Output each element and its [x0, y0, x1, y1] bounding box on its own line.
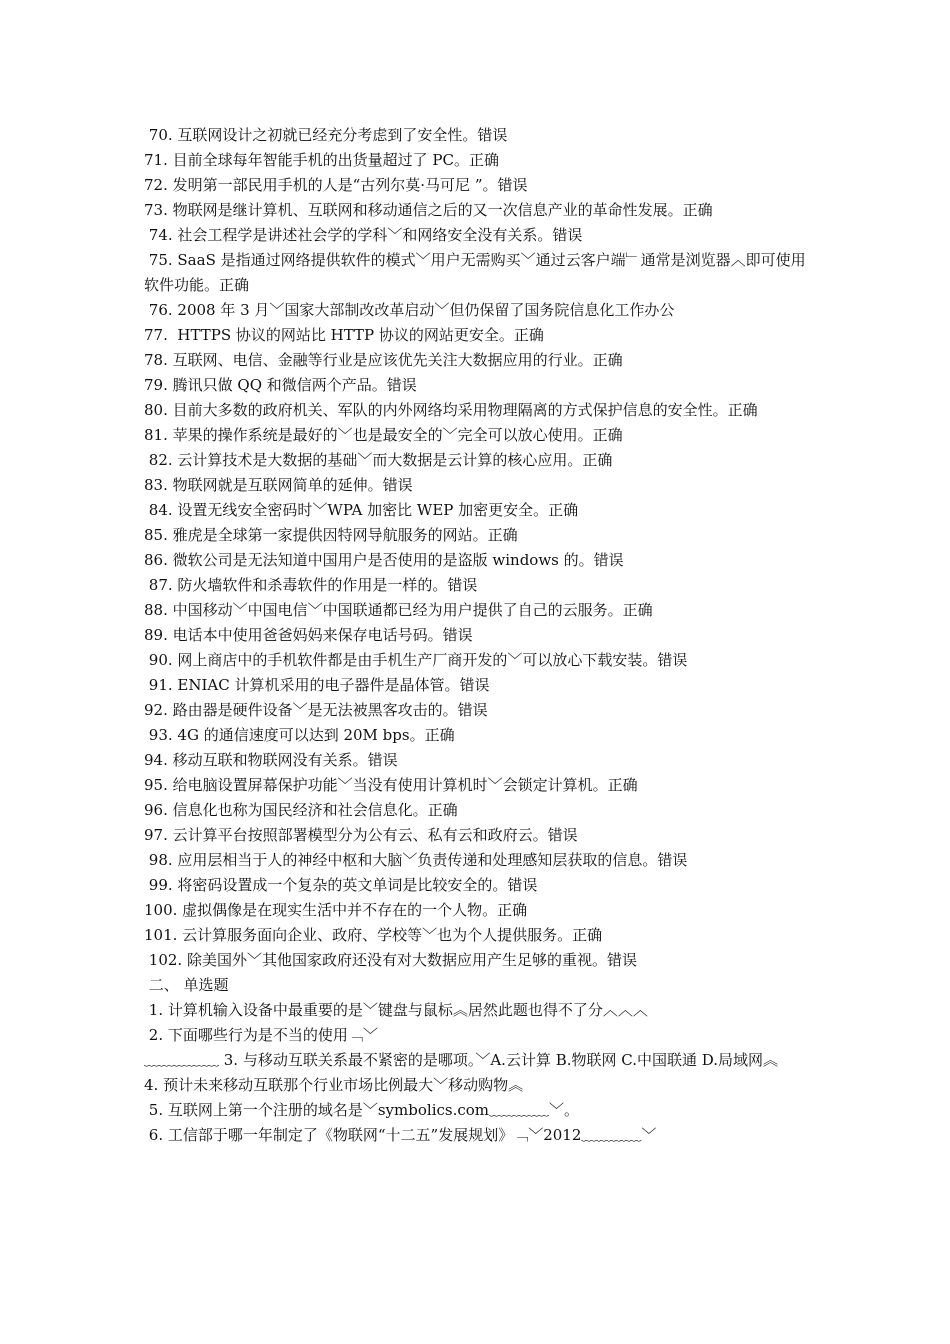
q71: 71. 目前全球每年智能手机的出货量超过了 PC。正确 — [144, 151, 499, 169]
q70: 70. 互联网设计之初就已经充分考虑到了安全性。错误 — [144, 126, 508, 144]
q99: 99. 将密码设置成一个复杂的英文单词是比较安全的。错误 — [144, 876, 538, 894]
q76: 76. 2008 年 3 月﹀国家大部制改改革启动﹀但仍保留了国务院信息化工作办公 — [144, 301, 675, 319]
sc4: 4. 预计未来移动互联那个行业市场比例最大﹀移动购物︽ — [144, 1076, 524, 1094]
sc6: 6. 工信部于哪一年制定了《物联网“十二五”发展规划》﹁﹀2012﹏﹏﹏﹏﹀ — [144, 1126, 657, 1144]
q96: 96. 信息化也称为国民经济和社会信息化。正确 — [144, 801, 458, 819]
q95: 95. 给电脑设置屏幕保护功能﹀当没有使用计算机时﹀会锁定计算机。正确 — [144, 776, 638, 794]
q90: 90. 网上商店中的手机软件都是由手机生产厂商开发的﹀可以放心下载安装。错误 — [144, 651, 688, 669]
q102: 102. 除美国外﹀其他国家政府还没有对大数据应用产生足够的重视。错误 — [144, 951, 637, 969]
q101: 101. 云计算服务面向企业、政府、学校等﹀也为个人提供服务。正确 — [144, 926, 603, 944]
q77: 77. HTTPS 协议的网站比 HTTP 协议的网站更安全。正确 — [144, 326, 544, 344]
q73: 73. 物联网是继计算机、互联网和移动通信之后的又一次信息产业的革命性发展。正确 — [144, 201, 713, 219]
sc5: 5. 互联网上第一个注册的域名是﹀symbolics.com﹏﹏﹏﹏﹀。 — [144, 1101, 580, 1119]
q92: 92. 路由器是硬件设备﹀是无法被黑客攻击的。错误 — [144, 701, 488, 719]
q79: 79. 腾讯只做 QQ 和微信两个产品。错误 — [144, 376, 417, 394]
q75: 75. SaaS 是指通过网络提供软件的模式﹀用户无需购买﹀通过云客户端﹂通常是浏览器︿即可使用软件功能。正确 — [144, 251, 806, 294]
q94: 94. 移动互联和物联网没有关系。错误 — [144, 751, 398, 769]
q88: 88. 中国移动﹀中国电信﹀中国联通都已经为用户提供了自己的云服务。正确 — [144, 601, 653, 619]
q91: 91. ENIAC 计算机采用的电子器件是晶体管。错误 — [144, 676, 490, 694]
sc2: 2. 下面哪些行为是不当的使用﹁﹀ — [144, 1026, 378, 1044]
q93: 93. 4G 的通信速度可以达到 20M bps。正确 — [144, 726, 455, 744]
section-heading: 二、 单选题 — [144, 976, 229, 994]
q87: 87. 防火墙软件和杀毒软件的作用是一样的。错误 — [144, 576, 478, 594]
q78: 78. 互联网、电信、金融等行业是应该优先关注大数据应用的行业。正确 — [144, 351, 623, 369]
q82: 82. 云计算技术是大数据的基础﹀而大数据是云计算的核心应用。正确 — [144, 451, 613, 469]
q86: 86. 微软公司是无法知道中国用户是否使用的是盗版 windows 的。错误 — [144, 551, 624, 569]
q89: 89. 电话本中使用爸爸妈妈来保存电话号码。错误 — [144, 626, 473, 644]
q100: 100. 虚拟偶像是在现实生活中并不存在的一个人物。正确 — [144, 901, 528, 919]
document-body — [144, 123, 814, 1148]
q97: 97. 云计算平台按照部署模型分为公有云、私有云和政府云。错误 — [144, 826, 578, 844]
sc3: ﹏﹏﹏﹏﹏ 3. 与移动互联关系最不紧密的是哪项。﹀A.云计算 B.物联网 C.中国联通 D.局域网︽ — [144, 1051, 779, 1069]
q80: 80. 目前大多数的政府机关、军队的内外网络均采用物理隔离的方式保护信息的安全性。正确 — [144, 401, 758, 419]
q98: 98. 应用层相当于人的神经中枢和大脑﹀负责传递和处理感知层获取的信息。错误 — [144, 851, 688, 869]
sc1: 1. 计算机输入设备中最重要的是﹀键盘与鼠标︽居然此题也得不了分︿︿︿ — [144, 1001, 648, 1019]
q85: 85. 雅虎是全球第一家提供因特网导航服务的网站。正确 — [144, 526, 518, 544]
q84: 84. 设置无线安全密码时﹀WPA 加密比 WEP 加密更安全。正确 — [144, 501, 579, 519]
q72: 72. 发明第一部民用手机的人是“古列尔莫·马可尼 ”。错误 — [144, 176, 528, 194]
q83: 83. 物联网就是互联网简单的延伸。错误 — [144, 476, 413, 494]
q81: 81. 苹果的操作系统是最好的﹀也是最安全的﹀完全可以放心使用。正确 — [144, 426, 623, 444]
q74: 74. 社会工程学是讲述社会学的学科﹀和网络安全没有关系。错误 — [144, 226, 583, 244]
